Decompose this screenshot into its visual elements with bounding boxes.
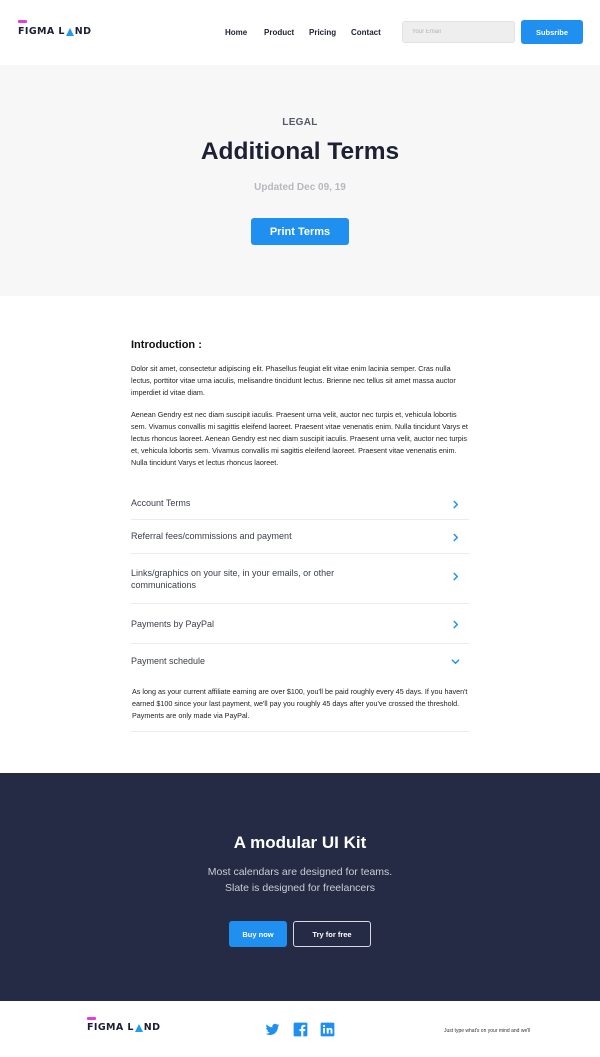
intro-paragraph-1: Dolor sit amet, consectetur adipiscing elit. Phasellus feugiat elit vitae enim lacinia semper. Cras nulla lectus, porttitor vitae urna iaculis, melisandre tincidunt lectus. Brienne nec tellus sit amet massa auctor imperdiet id vitae diam. bbox=[131, 364, 456, 397]
introduction-heading: Introduction : bbox=[131, 339, 202, 351]
logo-text-part1: FIGMA L bbox=[87, 1022, 134, 1033]
nav-product[interactable]: Product bbox=[264, 28, 295, 37]
accordion-item-account-terms[interactable] bbox=[131, 487, 469, 520]
chevron-right-icon bbox=[451, 500, 460, 509]
logo-triangle-icon bbox=[66, 28, 74, 36]
print-terms-button[interactable]: Print Terms bbox=[251, 218, 349, 245]
page-title: Additional Terms bbox=[200, 138, 400, 165]
try-for-free-button[interactable]: Try for free bbox=[293, 921, 371, 947]
nav-pricing[interactable]: Pricing bbox=[309, 28, 337, 37]
updated-date: Updated Dec 09, 19 bbox=[254, 182, 346, 193]
accordion-label: Account Terms bbox=[131, 498, 191, 508]
accordion-label: Referral fees/commissions and payment bbox=[131, 531, 292, 541]
email-input[interactable] bbox=[402, 21, 515, 43]
logo-text-part2: ND bbox=[74, 26, 92, 37]
accordion-item-referral-fees[interactable] bbox=[131, 520, 469, 554]
chevron-right-icon bbox=[451, 572, 460, 581]
intro-paragraph-2: Aenean Gendry est nec diam suscipit iaculis. Praesent urna velit, auctor nec turpis et, vehicula lobortis sem. Vivamus convallis mi sagittis eleifend laoreet. Praesent vitae venenatis enim. Nulla tincidunt Varys et lectus rhoncus laoreet. Aenean Gendry est nec diam suscipit iaculis. Praesent urna velit, auctor nec turpis et, vehicula lobortis sem. Vivamus convallis mi sagittis eleifend laoreet. Praesent vitae venenatis enim. Nulla tincidunt Varys et lectus rhoncus laoreet. bbox=[131, 410, 468, 467]
cta-subtitle-line1: Most calendars are designed for teams. bbox=[207, 866, 393, 878]
accordion-item-payments-paypal[interactable] bbox=[131, 604, 469, 644]
nav-contact[interactable]: Contact bbox=[351, 28, 381, 37]
accordion-label: Payment schedule bbox=[131, 656, 206, 666]
chevron-right-icon bbox=[451, 620, 460, 629]
brand-logo[interactable] bbox=[18, 25, 91, 37]
hero-eyebrow: LEGAL bbox=[282, 117, 318, 128]
accordion-item-payment-schedule[interactable] bbox=[131, 644, 469, 680]
accordion-label: Links/graphics on your site, in your emails, or other communications bbox=[131, 568, 335, 590]
logo-text-part2: ND bbox=[143, 1022, 161, 1033]
twitter-icon[interactable] bbox=[265, 1022, 280, 1037]
facebook-icon[interactable] bbox=[293, 1022, 308, 1037]
nav-home[interactable]: Home bbox=[225, 28, 248, 37]
linkedin-icon[interactable] bbox=[320, 1022, 335, 1037]
site-footer bbox=[0, 1001, 600, 1057]
logo-text-part1: FIGMA L bbox=[18, 26, 65, 37]
subscribe-button[interactable]: Subsribe bbox=[521, 20, 583, 44]
divider bbox=[131, 731, 469, 732]
cta-title: A modular UI Kit bbox=[233, 833, 367, 852]
accordion-label: Payments by PayPal bbox=[131, 619, 215, 629]
logo-accent-bar bbox=[87, 1017, 96, 1020]
chevron-right-icon bbox=[451, 533, 460, 542]
cta-section bbox=[0, 773, 600, 1001]
logo-triangle-icon bbox=[135, 1024, 143, 1032]
buy-now-button[interactable]: Buy now bbox=[229, 921, 287, 947]
footer-brand-logo[interactable] bbox=[87, 1021, 160, 1033]
footer-tagline: Just type what's on your mind and we'll bbox=[444, 1028, 531, 1034]
chevron-down-icon bbox=[451, 657, 460, 666]
cta-subtitle-line2: Slate is designed for freelancers bbox=[225, 882, 375, 894]
hero-section bbox=[0, 65, 600, 296]
site-header bbox=[0, 0, 600, 65]
payment-schedule-body: As long as your current affiliate earning are over $100, you'll be paid roughly every 45 days. If you haven't earned $100 since your last payment, we'll pay you roughly 45 days after you've crossed the threshold. Payments are only made via PayPal. bbox=[132, 687, 468, 720]
logo-accent-bar bbox=[18, 20, 27, 23]
accordion-item-links-graphics[interactable] bbox=[131, 554, 469, 604]
